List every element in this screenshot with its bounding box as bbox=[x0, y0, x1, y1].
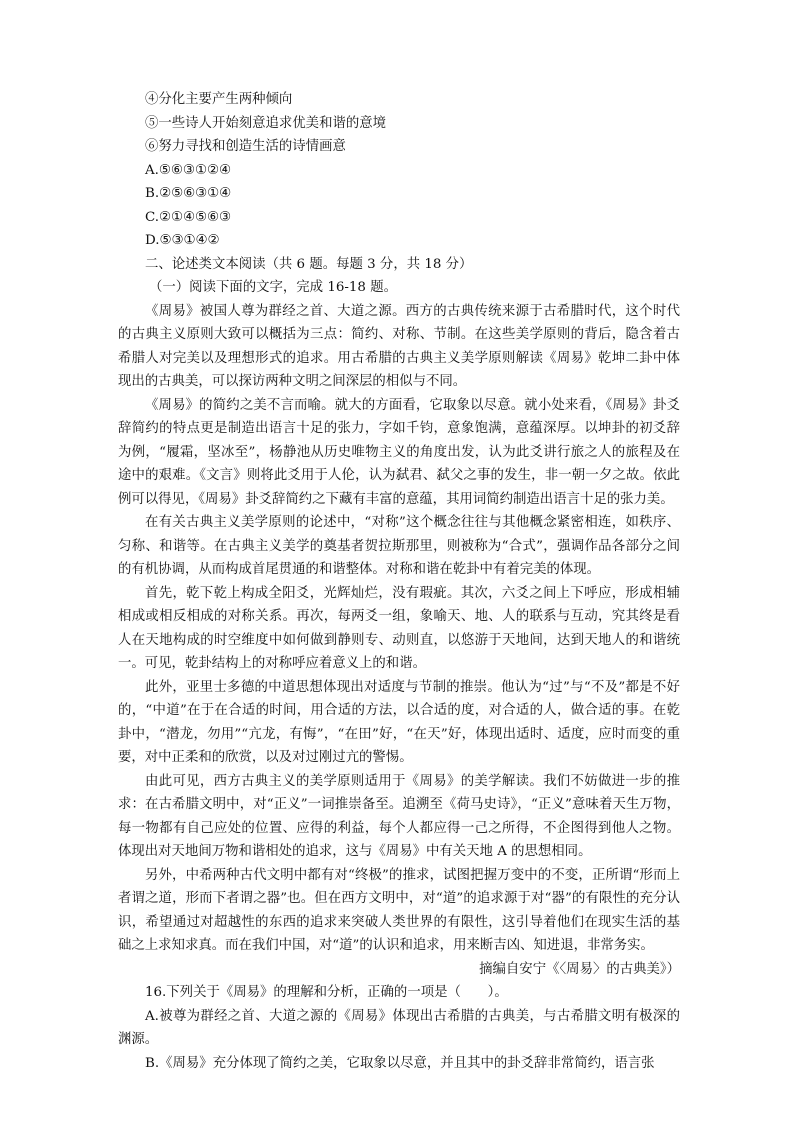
question-option: B.《周易》充分体现了简约之美，它取象以尽意，并且其中的卦爻辞非常简约，语言张 bbox=[145, 1055, 655, 1071]
section-subtitle: （一）阅读下面的文字，完成 16-18 题。 bbox=[149, 280, 397, 295]
answer-option: A.⑤⑥③①②④ bbox=[145, 162, 231, 178]
passage-paragraph: 此外，亚里士多德的中道思想体现出对适度与节制的推崇。他认为“过”与“不及”都是不好的，“中道”在于在合适的时间，用合适的方法，以合适的度，对合适的人，做合适的事。在乾卦中，“潜龙，勿用”“亢龙，有悔”，“在田”好，“在天”好，体现出适时、适度，应时而变的重要，对中正柔和的欣赏，以及对过刚过亢的警惕。 bbox=[118, 679, 680, 765]
answer-option: D.⑤③①④② bbox=[145, 233, 220, 248]
answer-option: C.②①④⑤⑥③ bbox=[145, 209, 232, 225]
passage-paragraph: 首先，乾下乾上构成全阳爻，光辉灿烂，没有瑕疵。其次，六爻之间上下呼应，形成相辅相成或相反相成的对称关系。再次，每两爻一组，象喻天、地、人的联系与互动，究其终是看人在天地构成的时空维度中如何做到静则专、动则直，以悠游于天地间，达到天地人的和谐统一。可见，乾卦结构上的对称呼应着意义上的和谐。 bbox=[118, 585, 680, 671]
source-citation: 摘编自安宁《〈周易〉的古典美》） bbox=[479, 961, 680, 977]
passage-paragraph: 《周易》的简约之美不言而喻。就大的方面看，它取象以尽意。就小处来看，《周易》卦爻辞简约的特点更是制造出语言十足的张力，字如千钧，意象饱满，意蕴深厚。以坤卦的初爻辞为例，“履霜，坚冰至”，杨静池从历史唯物主义的角度出发，认为此爻讲行旅之人的旅程及在途中的艰难。《文言》则将此爻用于人伦，认为弑君、弑父之事的发生，非一朝一夕之故。依此例可以得见，《周易》卦爻辞简约之下藏有丰富的意蕴，其用词简约制造出语言十足的张力美。 bbox=[118, 397, 680, 507]
sequence-item: ⑤一些诗人开始刻意追求优美和谐的意境 bbox=[145, 115, 387, 131]
sequence-item: ④分化主要产生两种倾向 bbox=[145, 92, 293, 107]
section-title: 二、论述类文本阅读（共 6 题。每题 3 分，共 18 分） bbox=[145, 256, 473, 272]
passage-paragraph: 由此可见，西方古典主义的美学原则适用于《周易》的美学解读。我们不妨做进一步的推求：在古希腊文明中，对“正义”一词推崇备至。追溯至《荷马史诗》，“正义”意味着天生万物，每一物都有自己应处的位置、应得的利益，每个人都应得一己之所得，不企图得到他人之物。体现出对天地间万物和谐相处的追求，这与《周易》中有关天地 A 的思想相同。 bbox=[118, 773, 680, 859]
passage-paragraph: 另外，中希两种古代文明中都有对“终极”的推求，试图把握万变中的不变，正所谓“形而上者谓之道，形而下者谓之器”也。但在西方文明中，对“道”的追求源于对“器”的有限性的充分认识，希望通过对超越性的东西的追求来突破人类世界的有限性，这引导着他们在现实生活的基础之上求知求真。而在我们中国，对“道”的认识和追求，用来断吉凶、知进退，非常务实。 bbox=[118, 867, 680, 953]
sequence-item: ⑥努力寻找和创造生活的诗情画意 bbox=[145, 139, 346, 154]
question-stem: 16.下列关于《周易》的理解和分析，正确的一项是（ ）。 bbox=[145, 985, 508, 1000]
passage-paragraph: 《周易》被国人尊为群经之首、大道之源。西方的古典传统来源于古希腊时代，这个时代的古典主义原则大致可以概括为三点：简约、对称、节制。在这些美学原则的背后，隐含着古希腊人对完美以及理想形式的追求。用古希腊的古典主义美学原则解读《周易》乾坤二卦中体现出的古典美，可以探访两种文明之间深层的相似与不同。 bbox=[118, 303, 680, 389]
passage-paragraph: 在有关古典主义美学原则的论述中，“对称”这个概念往往与其他概念紧密相连，如秩序、匀称、和谐等。在古典主义美学的奠基者贺拉斯那里，则被称为“合式”，强调作品各部分之间的有机协调，从而构成首尾贯通的和谐整体。对称和谐在乾卦中有着完美的体现。 bbox=[118, 515, 680, 577]
document-page bbox=[118, 88, 680, 1075]
answer-option: B.②⑤⑥③①④ bbox=[145, 186, 232, 201]
question-option: A.被尊为群经之首、大道之源的《周易》体现出古希腊的古典美，与古希腊文明有极深的渊源。 bbox=[118, 1008, 680, 1047]
